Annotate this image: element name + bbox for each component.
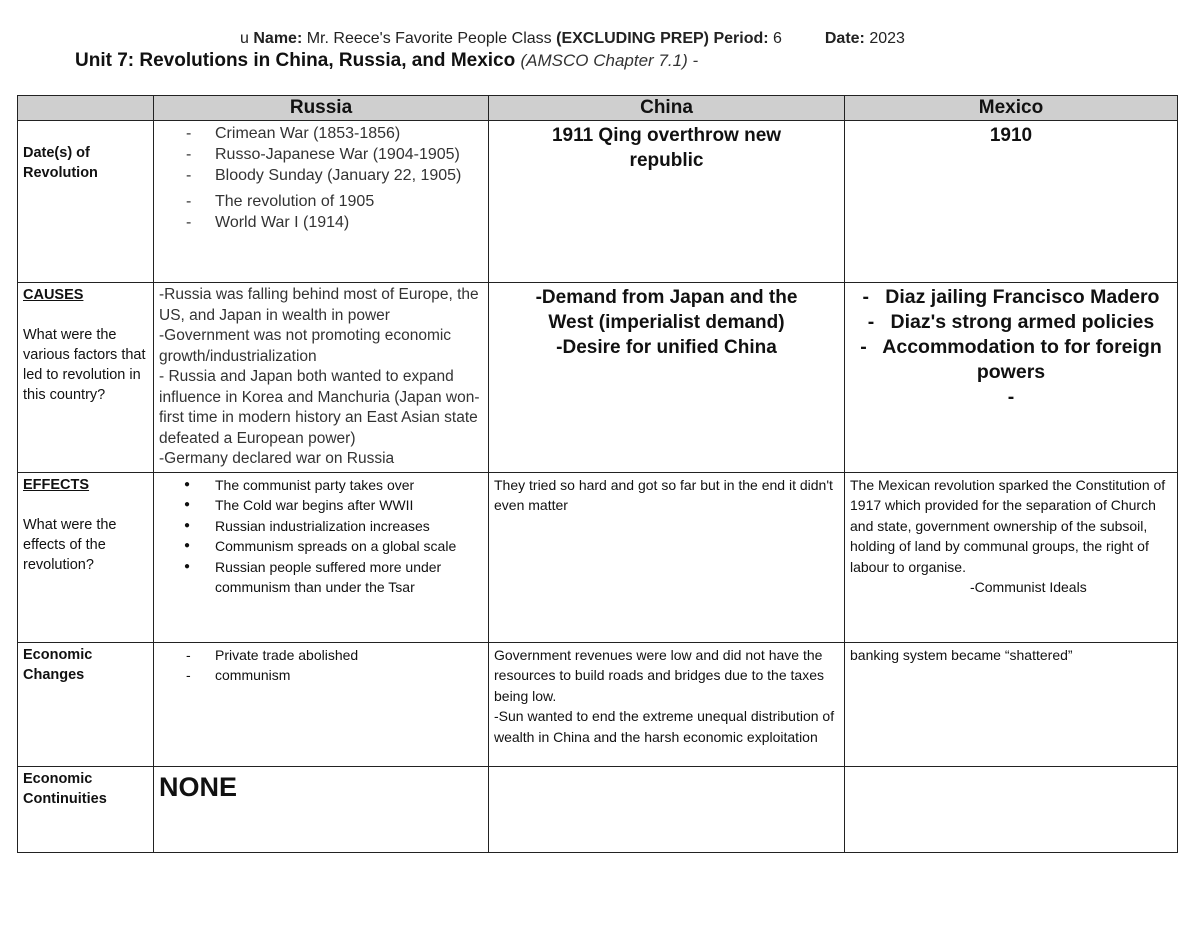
list-item: - Diaz jailing Francisco Madero [850,285,1172,310]
effects-mexico-note: -Communist Ideals [970,579,1087,595]
effects-china: They tried so hard and got so far but in the end it didn't even matter [494,476,833,513]
corner-cell [18,96,154,121]
econ-changes-mexico-cell [845,642,1178,766]
econ-changes-label-1: Economic [23,646,93,663]
row-label-dates [18,121,154,283]
dates-label-2: Revolution [23,165,98,181]
dates-china: 1911 Qing overthrow new republic [551,125,782,171]
list-item: - Russo-Japanese War (1904-1905) [182,144,483,165]
list-item: - communism [182,665,483,686]
causes-russia-line: -Russia was falling behind most of Europe, the US, and Japan in wealth in power [159,286,479,324]
row-dates [18,121,1178,283]
page-title [75,50,698,72]
dates-mexico: 1910 [989,125,1033,146]
effects-mexico-cell [845,472,1178,642]
econ-cont-russia: NONE [159,771,238,802]
econ-cont-mexico-cell [845,766,1178,852]
unit-title-main: Unit 7: Revolutions in China, Russia, and Mexico [75,50,516,71]
list-item: - Bloody Sunday (January 22, 1905) [182,165,483,186]
list-item [850,385,1172,410]
excluding-note: (EXCLUDING PREP) [556,30,710,47]
row-effects [18,472,1178,642]
col-header-russia: Russia [154,96,489,121]
list-item: ● Russian industrialization increases [182,516,483,537]
period-value: 6 [773,30,782,47]
list-item: - World War I (1914) [182,212,483,233]
row-label-economic-continuities [18,766,154,852]
econ-changes-russia-list [154,645,483,686]
list-item: - The revolution of 1905 [182,191,483,212]
dates-mexico-cell [845,121,1178,283]
unit-title-sub: (AMSCO Chapter 7.1) - [520,51,699,70]
name-prefix: u [240,30,249,47]
col-header-mexico: Mexico [845,96,1178,121]
causes-china-2: -Desire for unified China [556,337,777,358]
effects-label: EFFECTS [23,476,90,493]
row-economic-changes [18,642,1178,766]
effects-question: What were the effects of the revolution? [23,516,117,573]
header-line [240,30,905,48]
name-label: Name: [253,30,303,47]
dates-label-1: Date(s) of [23,145,90,161]
causes-mexico-cell [845,283,1178,473]
row-label-economic-changes [18,642,154,766]
econ-cont-label-1: Economic [23,770,93,787]
period-label: Period: [713,30,769,47]
effects-china-cell [489,472,845,642]
dates-china-cell [489,121,845,283]
name-value: Mr. Reece's Favorite People Class [306,30,552,47]
list-item: ● The Cold war begins after WWII [182,495,483,516]
econ-changes-china-cell [489,642,845,766]
list-item: - Diaz's strong armed policies [850,310,1172,335]
revolutions-table [17,95,1178,853]
causes-russia-line: - Russia and Japan both wanted to expand influence in Korea and Manchuria (Japan won-first time in modern history an East Asian state defeated a European power) [159,368,480,447]
row-causes [18,283,1178,473]
econ-changes-china-2: -Sun wanted to end the extreme unequal distribution of wealth in China and the harsh economic exploitation [494,708,835,745]
list-item: - Accommodation to for foreign powers [850,335,1172,385]
econ-cont-china-cell [489,766,845,852]
causes-russia-line: -Government was not promoting economic growth/industrialization [159,327,452,365]
row-label-causes [18,283,154,473]
dates-russia-list [154,123,483,233]
causes-russia-line: -Germany declared war on Russia [159,450,395,467]
econ-changes-russia-cell [154,642,489,766]
list-item: ● The communist party takes over [182,475,483,496]
causes-china-1: -Demand from Japan and the West (imperialist demand) [535,287,798,333]
list-item: - Private trade abolished [182,645,483,666]
list-item: ● Communism spreads on a global scale [182,536,483,557]
effects-mexico: The Mexican revolution sparked the Constitution of 1917 which provided for the separation of Church and state, government ownership of the subsoil, holding of land by communal groups, the right of labour to organise. [850,476,1166,575]
effects-russia-list [154,475,483,598]
list-item: ● Russian people suffered more under communism than under the Tsar [182,557,483,598]
effects-russia-cell [154,472,489,642]
econ-cont-russia-cell [154,766,489,852]
date-label: Date: [824,30,865,47]
econ-cont-label-2: Continuities [23,790,107,807]
header-row [18,96,1178,121]
causes-question: What were the various factors that led to revolution in this country? [23,327,146,403]
dates-russia-cell [154,121,489,283]
row-label-effects [18,472,154,642]
row-economic-continuities [18,766,1178,852]
econ-changes-label-2: Changes [23,666,85,683]
col-header-china: China [489,96,845,121]
causes-label: CAUSES [23,287,84,303]
econ-changes-china: Government revenues were low and did not have the resources to build roads and bridges due to the taxes being low. [494,646,824,704]
causes-china-cell [489,283,845,473]
causes-mexico-list [850,285,1172,410]
list-item: - Crimean War (1853-1856) [182,123,483,144]
date-value: 2023 [869,30,905,47]
causes-russia-cell [154,283,489,473]
econ-changes-mexico: banking system became “shattered” [850,646,1073,663]
